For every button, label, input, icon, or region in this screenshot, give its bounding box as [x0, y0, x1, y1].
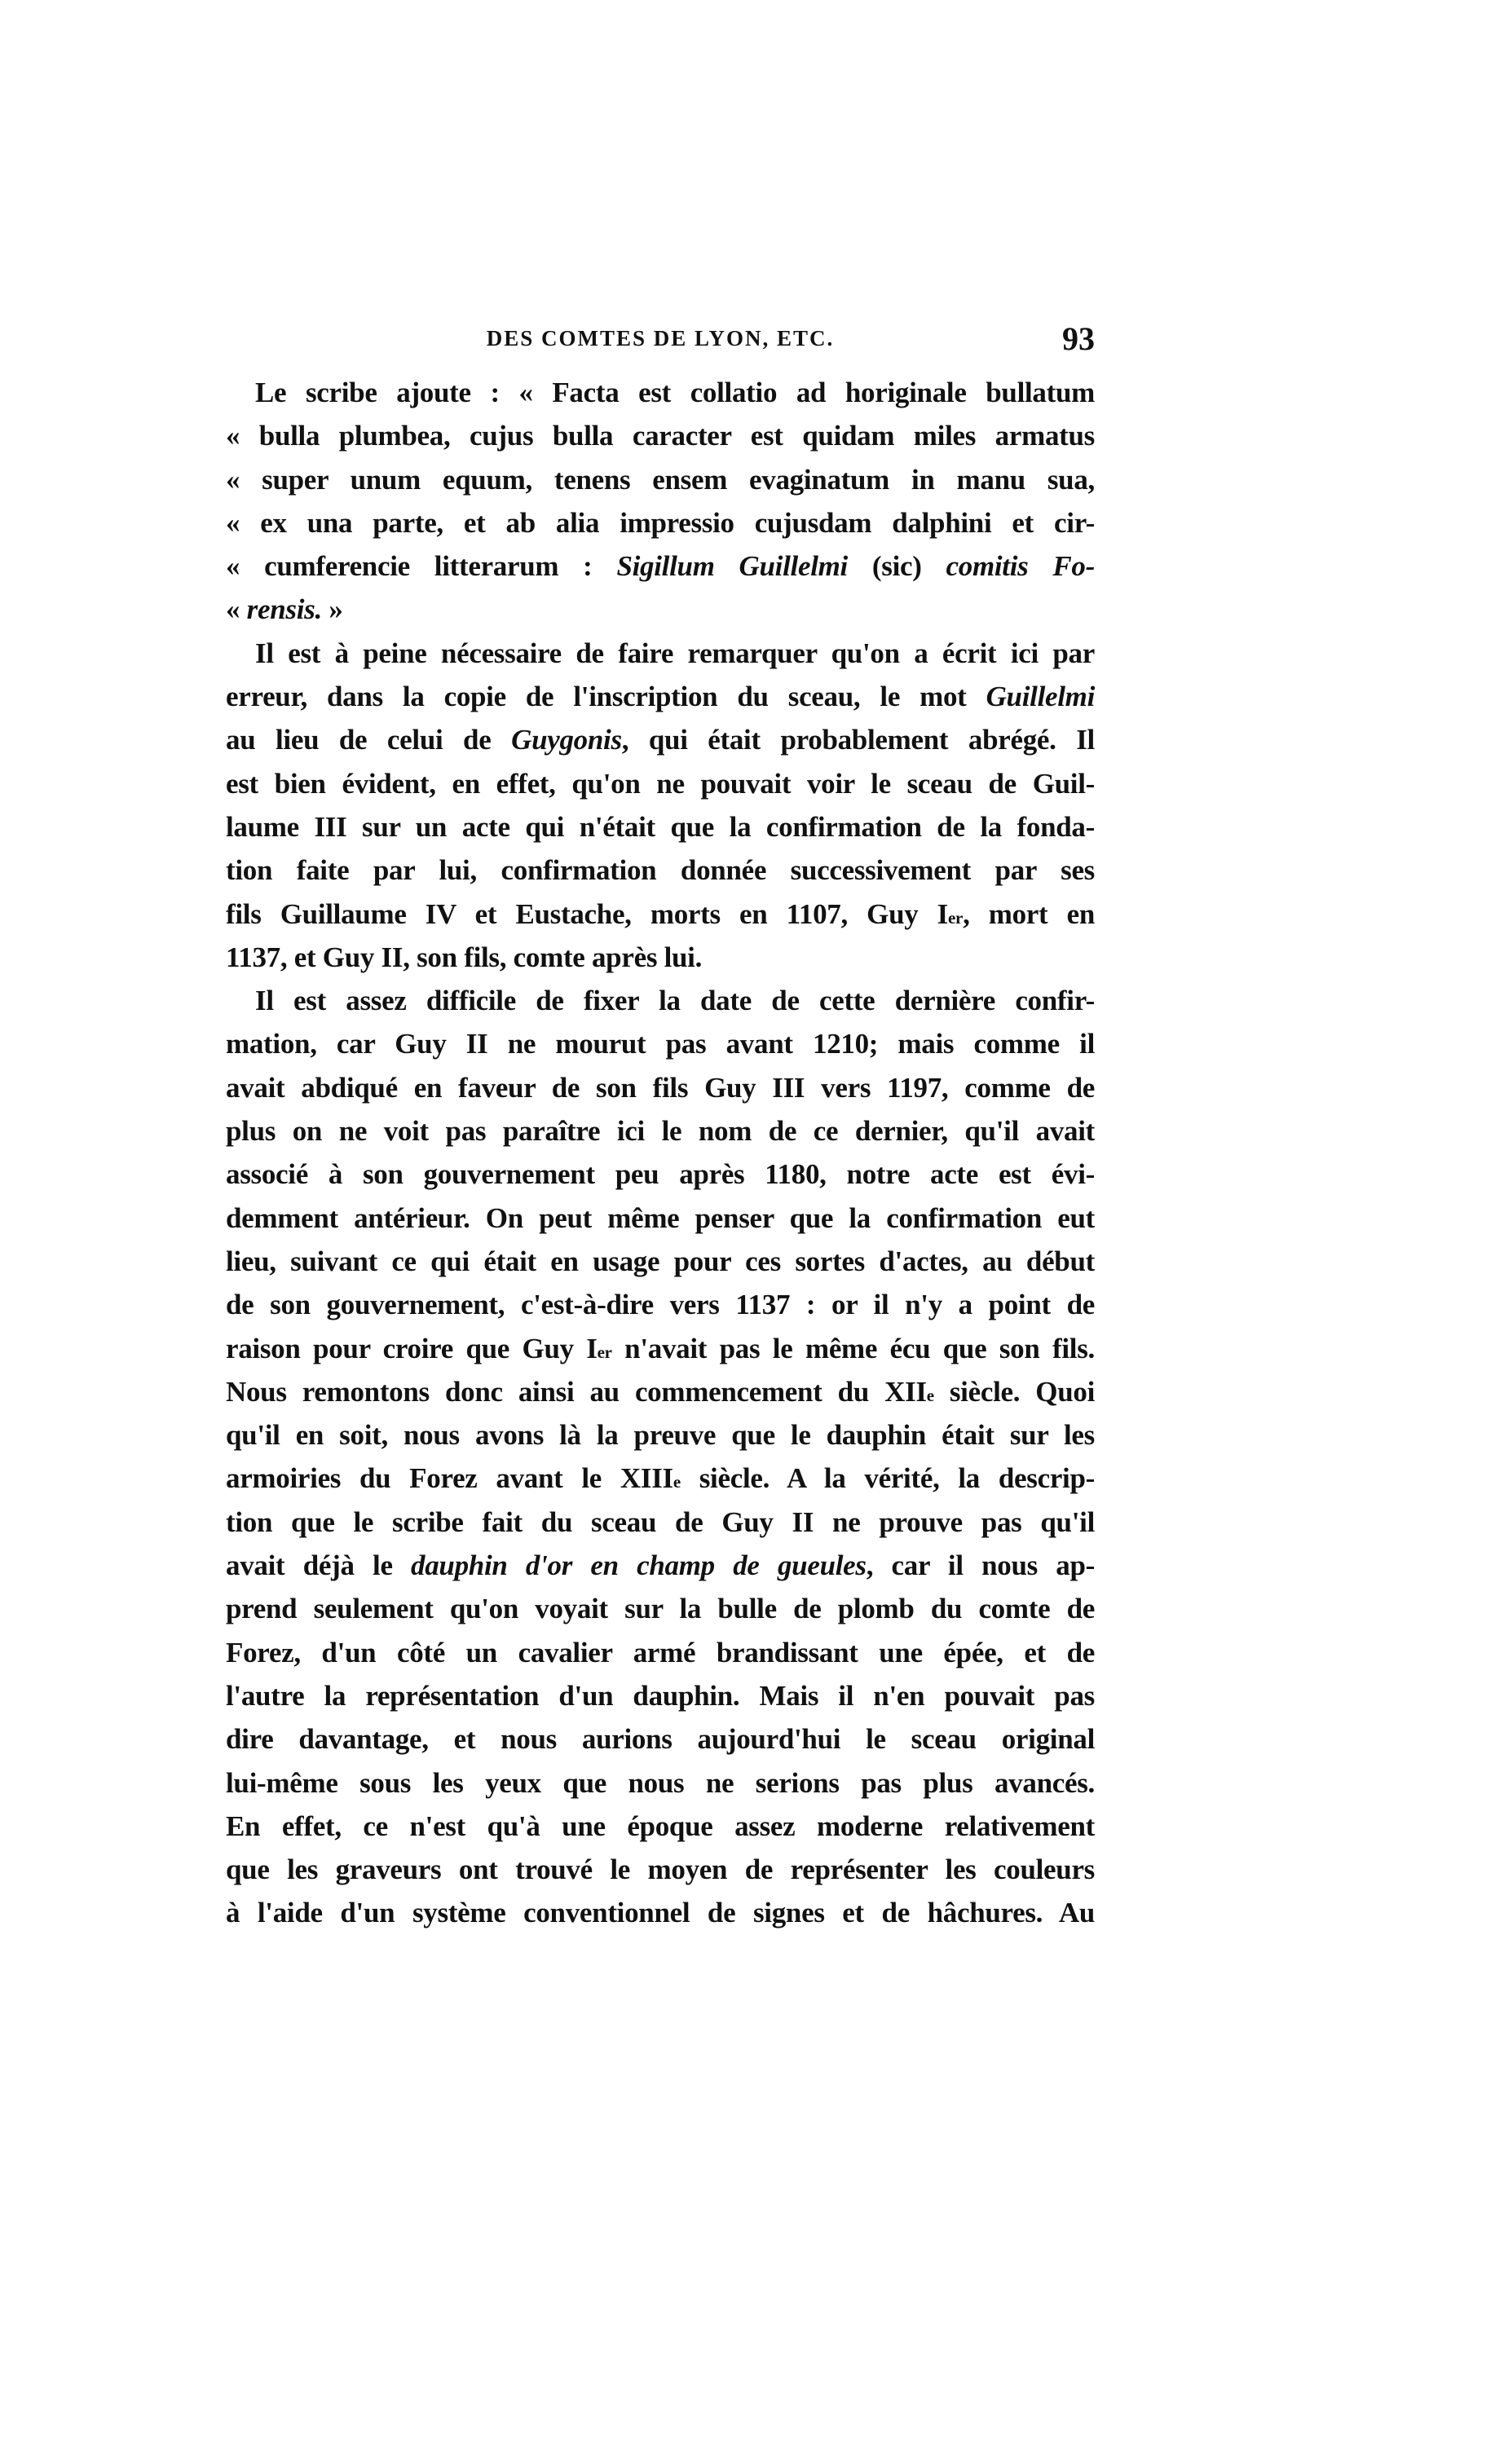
- text-segment: avait déjà le: [226, 1549, 412, 1582]
- text-line: [226, 675, 1095, 718]
- text-line-content: [226, 1153, 1095, 1196]
- text-line: [226, 979, 1095, 1022]
- text-line: [226, 893, 1095, 936]
- text-segment: 1137, et Guy II, son fils, comte après lui.: [226, 941, 703, 973]
- text-line: [226, 762, 1095, 805]
- text-segment: plus on ne voit pas paraître ici le nom de ce dernier, qu'il avait: [226, 1115, 1095, 1148]
- text-line-content: [226, 458, 1095, 501]
- italic-text: Sigillum Guillelmi: [616, 550, 848, 583]
- text-line-content: [226, 1587, 1095, 1630]
- text-line: [226, 1717, 1095, 1761]
- text-line: [226, 544, 1095, 588]
- text-line: [226, 1501, 1095, 1544]
- italic-text: comitis Fo-: [946, 550, 1095, 583]
- text-line-content: [226, 1109, 1095, 1153]
- text-segment: lui-même sous les yeux que nous ne serions pas plus avancés.: [226, 1766, 1095, 1799]
- text-line-content: [255, 371, 1095, 414]
- text-segment: dire davantage, et nous aurions aujourd'hui le sceau original: [226, 1723, 1095, 1756]
- text-line-content: [255, 979, 1095, 1022]
- text-segment: est bien évident, en effet, qu'on ne pouvait voir le sceau de Guil-: [226, 767, 1095, 800]
- text-line-content: [226, 1066, 1095, 1109]
- text-line: [226, 1587, 1095, 1630]
- superscript: e: [673, 1472, 681, 1492]
- text-segment: « bulla plumbea, cujus bulla caracter est quidam miles armatus: [226, 420, 1095, 452]
- text-line: [226, 1153, 1095, 1196]
- text-segment: Nous remontons donc ainsi au commencement du XII: [226, 1375, 927, 1408]
- text-segment: armoiries du Forez avant le XIII: [226, 1462, 673, 1495]
- text-segment: l'autre la représentation d'un dauphin. Mais il n'en pouvait pas: [226, 1679, 1095, 1712]
- italic-text: Guygonis: [511, 724, 622, 756]
- text-segment: lieu, suivant ce qui était en usage pour ces sortes d'actes, au début: [226, 1245, 1095, 1277]
- text-line: [226, 1805, 1095, 1848]
- text-segment: En effet, ce n'est qu'à une époque assez moderne relativement: [226, 1809, 1095, 1842]
- text-line-content: [226, 1240, 1095, 1283]
- text-line: [226, 1197, 1095, 1240]
- text-line: [226, 1674, 1095, 1717]
- text-segment: fils Guillaume IV et Eustache, morts en 1107, Guy I: [226, 897, 949, 930]
- text-line-content: [226, 501, 1095, 544]
- italic-text: rensis.: [246, 593, 322, 626]
- text-line-content: [226, 1457, 1095, 1500]
- text-segment: »: [321, 593, 343, 626]
- text-line: [226, 1066, 1095, 1109]
- text-line-content: [226, 1370, 1095, 1413]
- text-segment: Il est assez difficile de fixer la date de cette dernière confir-: [255, 985, 1095, 1017]
- text-line: [226, 1370, 1095, 1413]
- text-segment: tion que le scribe fait du sceau de Guy II ne prouve pas qu'il: [226, 1505, 1095, 1538]
- text-segment: associé à son gouvernement peu après 1180, notre acte est évi-: [226, 1158, 1095, 1191]
- text-line-content: [226, 1022, 1095, 1065]
- text-line: [226, 849, 1095, 892]
- text-segment: Il est à peine nécessaire de faire remarquer qu'on a écrit ici par: [255, 637, 1095, 669]
- text-segment: , qui était probablement abrégé. Il: [621, 724, 1095, 756]
- text-segment: (sic): [847, 550, 946, 583]
- italic-text: Guillelmi: [986, 681, 1095, 713]
- text-line-content: [226, 1327, 1095, 1370]
- text-line-content: [226, 1197, 1095, 1240]
- text-segment: mation, car Guy II ne mourut pas avant 1210; mais comme il: [226, 1028, 1095, 1060]
- text-segment: tion faite par lui, confirmation donnée successivement par ses: [226, 854, 1095, 887]
- text-line: [226, 588, 1095, 631]
- body-text: [226, 371, 1095, 1935]
- text-line: [226, 1283, 1095, 1326]
- text-segment: de son gouvernement, c'est-à-dire vers 1137 : or il n'y a point de: [226, 1289, 1095, 1321]
- text-line: [226, 1891, 1095, 1934]
- superscript: e: [926, 1385, 934, 1405]
- text-line-content: [226, 675, 1095, 718]
- text-line: [226, 1457, 1095, 1500]
- text-segment: , mort en: [963, 897, 1095, 930]
- italic-text: dauphin d'or en champ de gueules: [411, 1549, 867, 1582]
- text-line: [226, 1240, 1095, 1283]
- text-line-content: [226, 1717, 1095, 1761]
- text-line-content: [226, 588, 1095, 631]
- text-line-content: [226, 718, 1095, 761]
- text-segment: demment antérieur. On peut même penser que la confirmation eut: [226, 1201, 1095, 1234]
- text-segment: «: [226, 593, 247, 626]
- text-line-content: [226, 544, 1095, 588]
- text-segment: prend seulement qu'on voyait sur la bulle de plomb du comte de: [226, 1593, 1095, 1625]
- text-segment: « super unum equum, tenens ensem evaginatum in manu sua,: [226, 463, 1095, 496]
- text-segment: que les graveurs ont trouvé le moyen de représenter les couleurs: [226, 1854, 1095, 1886]
- text-line: [226, 805, 1095, 849]
- text-segment: , car il nous ap-: [866, 1549, 1095, 1582]
- text-line-content: [226, 1544, 1095, 1587]
- text-line-content: [255, 632, 1095, 675]
- text-line: [226, 632, 1095, 675]
- text-line-content: [226, 1501, 1095, 1544]
- text-line-content: [226, 936, 1095, 979]
- text-segment: « ex una parte, et ab alia impressio cujusdam dalphini et cir-: [226, 506, 1095, 539]
- text-segment: au lieu de celui de: [226, 724, 512, 756]
- text-segment: Le scribe ajoute : « Facta est collatio ad horiginale bullatum: [255, 377, 1095, 408]
- text-line: [226, 1109, 1095, 1153]
- text-line-content: [226, 1283, 1095, 1326]
- superscript: er: [948, 907, 964, 928]
- text-line: [226, 458, 1095, 501]
- text-line-content: [226, 1413, 1095, 1457]
- text-segment: Forez, d'un côté un cavalier armé brandissant une épée, et de: [226, 1636, 1095, 1668]
- text-line: [226, 718, 1095, 761]
- text-line-content: [226, 1805, 1095, 1848]
- text-line: [226, 1761, 1095, 1805]
- text-line-content: [226, 1891, 1095, 1934]
- text-line-content: [226, 805, 1095, 849]
- text-line: [226, 1327, 1095, 1370]
- text-segment: avait abdiqué en faveur de son fils Guy III vers 1197, comme de: [226, 1071, 1095, 1104]
- running-head: [226, 320, 1095, 360]
- text-line-content: [226, 849, 1095, 892]
- text-line-content: [226, 762, 1095, 805]
- text-segment: qu'il en soit, nous avons là la preuve que le dauphin était sur les: [226, 1419, 1095, 1452]
- text-line: [226, 936, 1095, 979]
- text-line-content: [226, 1761, 1095, 1805]
- text-segment: à l'aide d'un système conventionnel de signes et de hâchures. Au: [226, 1897, 1095, 1929]
- text-line-content: [226, 1631, 1095, 1674]
- text-segment: n'avait pas le même écu que son fils.: [611, 1332, 1095, 1364]
- text-line-content: [226, 1848, 1095, 1891]
- text-segment: erreur, dans la copie de l'inscription du sceau, le mot: [226, 681, 986, 713]
- text-segment: raison pour croire que Guy I: [226, 1332, 598, 1364]
- superscript: er: [597, 1342, 612, 1362]
- text-line-content: [226, 1674, 1095, 1717]
- text-line: [226, 1631, 1095, 1674]
- text-line: [226, 1544, 1095, 1587]
- text-line: [226, 1413, 1095, 1457]
- text-line: [226, 1022, 1095, 1065]
- text-segment: « cumferencie litterarum :: [226, 550, 617, 583]
- text-line: [226, 501, 1095, 544]
- text-line-content: [226, 414, 1095, 457]
- text-line: [226, 1848, 1095, 1891]
- text-segment: siècle. A la vérité, la descrip-: [680, 1462, 1095, 1495]
- text-line: [226, 414, 1095, 457]
- page-number: 93: [1062, 320, 1095, 357]
- text-line-content: [226, 893, 1095, 936]
- text-segment: siècle. Quoi: [933, 1375, 1095, 1408]
- text-line: [226, 371, 1095, 414]
- text-segment: laume III sur un acte qui n'était que la confirmation de la fonda-: [226, 810, 1095, 843]
- running-head-title: DES COMTES DE LYON, ETC.: [486, 326, 835, 350]
